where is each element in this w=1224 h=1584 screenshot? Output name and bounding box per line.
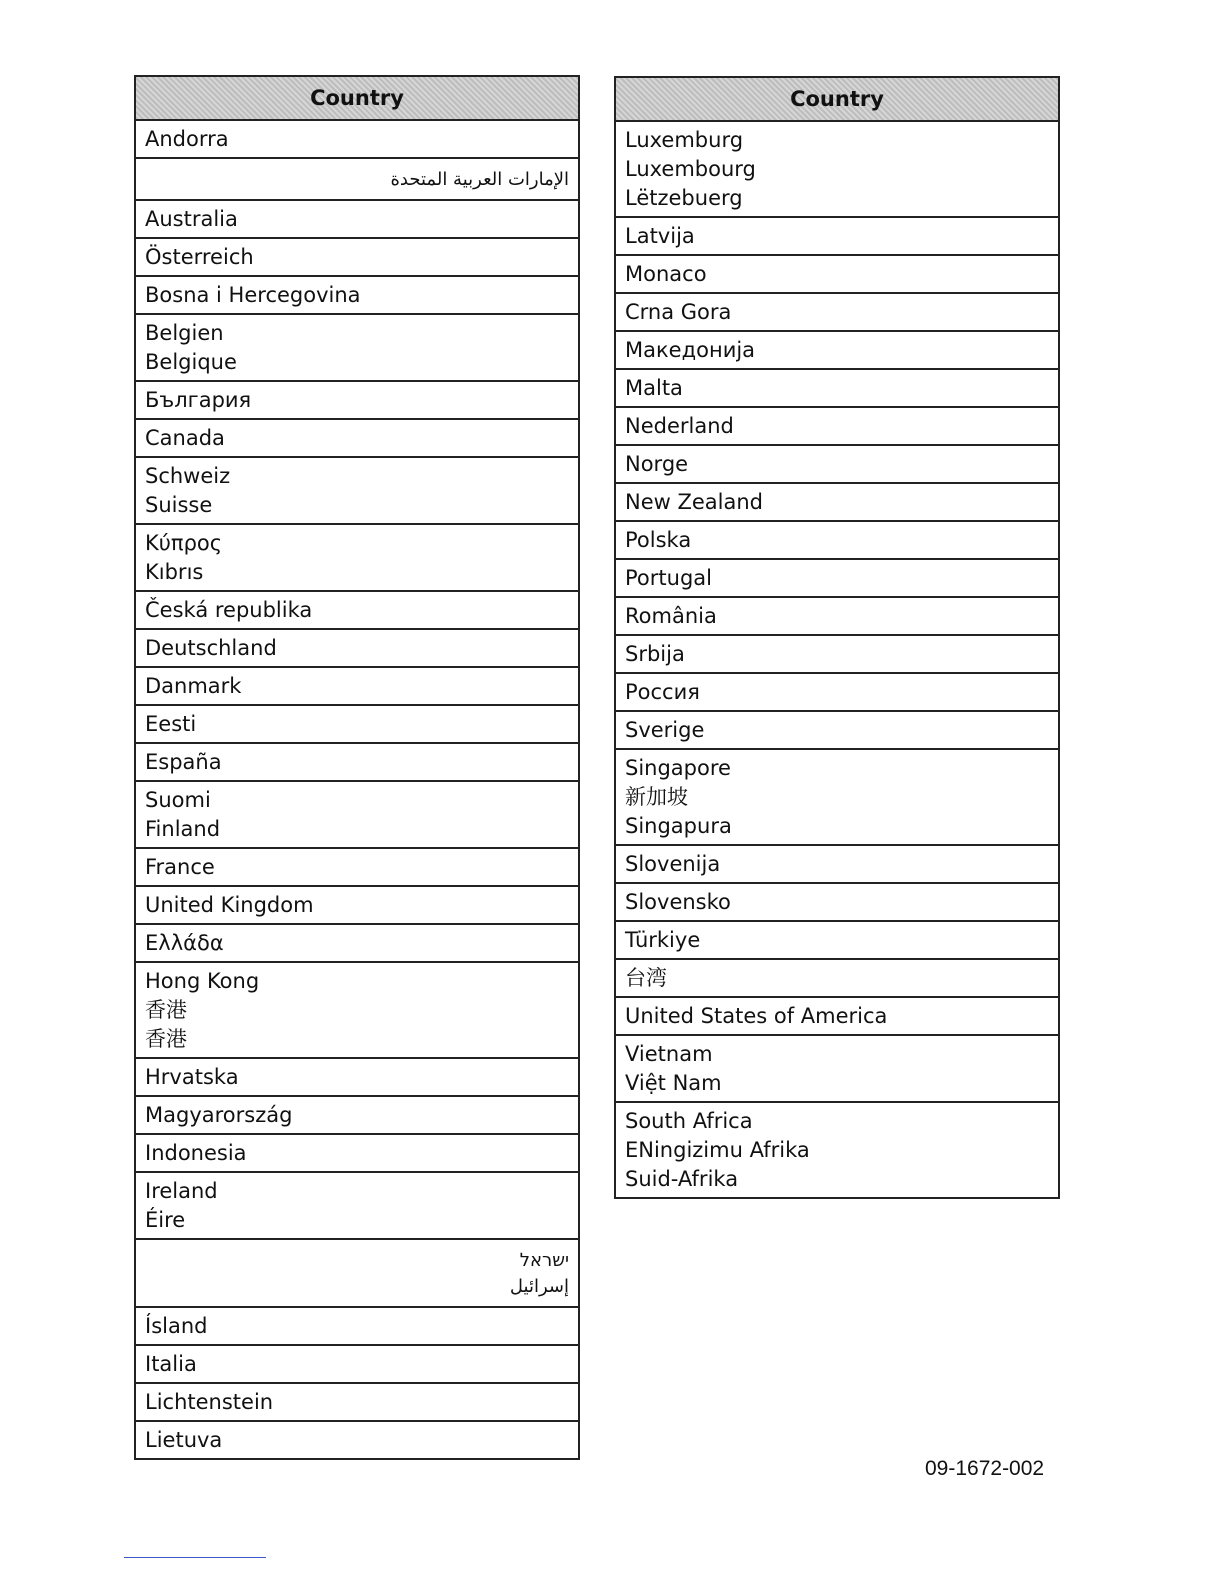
country-name: Luxemburg bbox=[625, 128, 744, 152]
country-name: الإمارات العربية المتحدة bbox=[390, 169, 569, 190]
table-row bbox=[616, 884, 1058, 922]
country-name: Indonesia bbox=[145, 1141, 247, 1165]
country-name: New Zealand bbox=[625, 490, 763, 514]
table-row bbox=[616, 122, 1058, 218]
country-name: Singapura bbox=[625, 814, 732, 838]
country-name: România bbox=[625, 604, 717, 628]
country-name: Andorra bbox=[145, 127, 229, 151]
table-row bbox=[136, 121, 578, 159]
country-name: Deutschland bbox=[145, 636, 277, 660]
country-name: Finland bbox=[145, 817, 221, 841]
country-name: Türkiye bbox=[625, 928, 701, 952]
document-code: 09-1672-002 bbox=[925, 1457, 1045, 1480]
table-row bbox=[616, 960, 1058, 998]
country-name: Suomi bbox=[145, 788, 211, 812]
country-name: Éire bbox=[145, 1208, 186, 1232]
country-name: Bosna i Hercegovina bbox=[145, 283, 361, 307]
country-name: Belgien bbox=[145, 321, 224, 345]
table-row bbox=[616, 408, 1058, 446]
table-row bbox=[136, 630, 578, 668]
country-name: Slovensko bbox=[625, 890, 731, 914]
country-name: Italia bbox=[145, 1352, 197, 1376]
table-row bbox=[616, 998, 1058, 1036]
table-row bbox=[616, 370, 1058, 408]
country-name: Vietnam bbox=[625, 1042, 713, 1066]
country-name: South Africa bbox=[625, 1109, 753, 1133]
country-name: 新加坡 bbox=[625, 785, 688, 809]
table-body bbox=[136, 121, 578, 1458]
country-table-right bbox=[614, 76, 1060, 1199]
country-name: Belgique bbox=[145, 350, 237, 374]
table-body bbox=[616, 122, 1058, 1197]
table-row bbox=[136, 1384, 578, 1422]
country-name: 香港 bbox=[145, 1027, 187, 1051]
country-name: Australia bbox=[145, 207, 238, 231]
country-name: Portugal bbox=[625, 566, 712, 590]
table-row bbox=[136, 744, 578, 782]
table-row bbox=[136, 1135, 578, 1173]
country-name: Hrvatska bbox=[145, 1065, 239, 1089]
table-row bbox=[616, 636, 1058, 674]
table-row bbox=[616, 332, 1058, 370]
table-row bbox=[136, 201, 578, 239]
country-name: Lëtzebuerg bbox=[625, 186, 743, 210]
table-header: Country bbox=[616, 78, 1058, 122]
table-row bbox=[616, 218, 1058, 256]
table-row bbox=[136, 420, 578, 458]
country-name: ENingizimu Afrika bbox=[625, 1138, 810, 1162]
table-row bbox=[616, 484, 1058, 522]
country-name: Luxembourg bbox=[625, 157, 756, 181]
table-row bbox=[616, 1036, 1058, 1103]
country-name: Suisse bbox=[145, 493, 213, 517]
table-row bbox=[616, 560, 1058, 598]
table-row bbox=[136, 1097, 578, 1135]
table-row bbox=[136, 1308, 578, 1346]
country-name: Österreich bbox=[145, 245, 254, 269]
country-name: Srbija bbox=[625, 642, 685, 666]
country-name: Россия bbox=[625, 680, 700, 704]
country-name: France bbox=[145, 855, 215, 879]
country-name: 香港 bbox=[145, 998, 187, 1022]
country-name: Lietuva bbox=[145, 1428, 223, 1452]
table-row bbox=[136, 1240, 578, 1308]
country-name: Ελλάδα bbox=[145, 931, 224, 955]
table-row bbox=[616, 750, 1058, 846]
country-name: Schweiz bbox=[145, 464, 231, 488]
country-name: Suid-Afrika bbox=[625, 1167, 739, 1191]
table-row bbox=[616, 1103, 1058, 1197]
country-name: Nederland bbox=[625, 414, 734, 438]
country-name: Việt Nam bbox=[625, 1071, 722, 1095]
country-name: Ireland bbox=[145, 1179, 218, 1203]
table-row bbox=[136, 668, 578, 706]
table-row bbox=[616, 598, 1058, 636]
country-name: Canada bbox=[145, 426, 225, 450]
country-name: Kıbrıs bbox=[145, 560, 204, 584]
country-name: Česká republika bbox=[145, 598, 313, 622]
footer-rule bbox=[124, 1557, 266, 1558]
country-name: България bbox=[145, 388, 252, 412]
country-name: ישראל bbox=[519, 1250, 569, 1271]
table-row bbox=[136, 1173, 578, 1240]
country-name: إسرائيل bbox=[509, 1276, 569, 1297]
table-row bbox=[136, 315, 578, 382]
table-row bbox=[616, 712, 1058, 750]
table-row bbox=[616, 922, 1058, 960]
table-row bbox=[136, 458, 578, 525]
country-name: España bbox=[145, 750, 222, 774]
country-name: Singapore bbox=[625, 756, 731, 780]
table-row bbox=[136, 1059, 578, 1097]
table-row bbox=[616, 294, 1058, 332]
country-name: Malta bbox=[625, 376, 683, 400]
table-row bbox=[136, 1346, 578, 1384]
country-table-left bbox=[134, 75, 580, 1460]
country-name: Latvija bbox=[625, 224, 695, 248]
table-row bbox=[136, 925, 578, 963]
country-name: United Kingdom bbox=[145, 893, 314, 917]
table-row bbox=[136, 782, 578, 849]
table-row bbox=[136, 277, 578, 315]
country-name: Κύπρος bbox=[145, 531, 223, 555]
table-row bbox=[136, 706, 578, 744]
table-row bbox=[136, 1422, 578, 1458]
country-name: Polska bbox=[625, 528, 692, 552]
table-header: Country bbox=[136, 77, 578, 121]
country-name: Norge bbox=[625, 452, 689, 476]
country-name: Ísland bbox=[145, 1314, 208, 1338]
table-row bbox=[136, 887, 578, 925]
country-name: Danmark bbox=[145, 674, 242, 698]
table-row bbox=[136, 382, 578, 420]
table-row bbox=[136, 849, 578, 887]
country-name: Eesti bbox=[145, 712, 197, 736]
country-name: Hong Kong bbox=[145, 969, 260, 993]
table-row bbox=[136, 525, 578, 592]
country-name: Lichtenstein bbox=[145, 1390, 274, 1414]
table-row bbox=[616, 256, 1058, 294]
country-name: Crna Gora bbox=[625, 300, 732, 324]
table-row bbox=[616, 446, 1058, 484]
country-name: Magyarország bbox=[145, 1103, 293, 1127]
country-name: Sverige bbox=[625, 718, 705, 742]
table-row bbox=[136, 239, 578, 277]
table-row bbox=[136, 592, 578, 630]
country-name: 台湾 bbox=[625, 966, 667, 990]
country-name: Slovenija bbox=[625, 852, 721, 876]
table-row bbox=[136, 159, 578, 201]
table-row bbox=[616, 674, 1058, 712]
table-row bbox=[136, 963, 578, 1059]
country-name: United States of America bbox=[625, 1004, 888, 1028]
country-name: Македонија bbox=[625, 338, 756, 362]
table-row bbox=[616, 522, 1058, 560]
country-name: Monaco bbox=[625, 262, 707, 286]
table-row bbox=[616, 846, 1058, 884]
